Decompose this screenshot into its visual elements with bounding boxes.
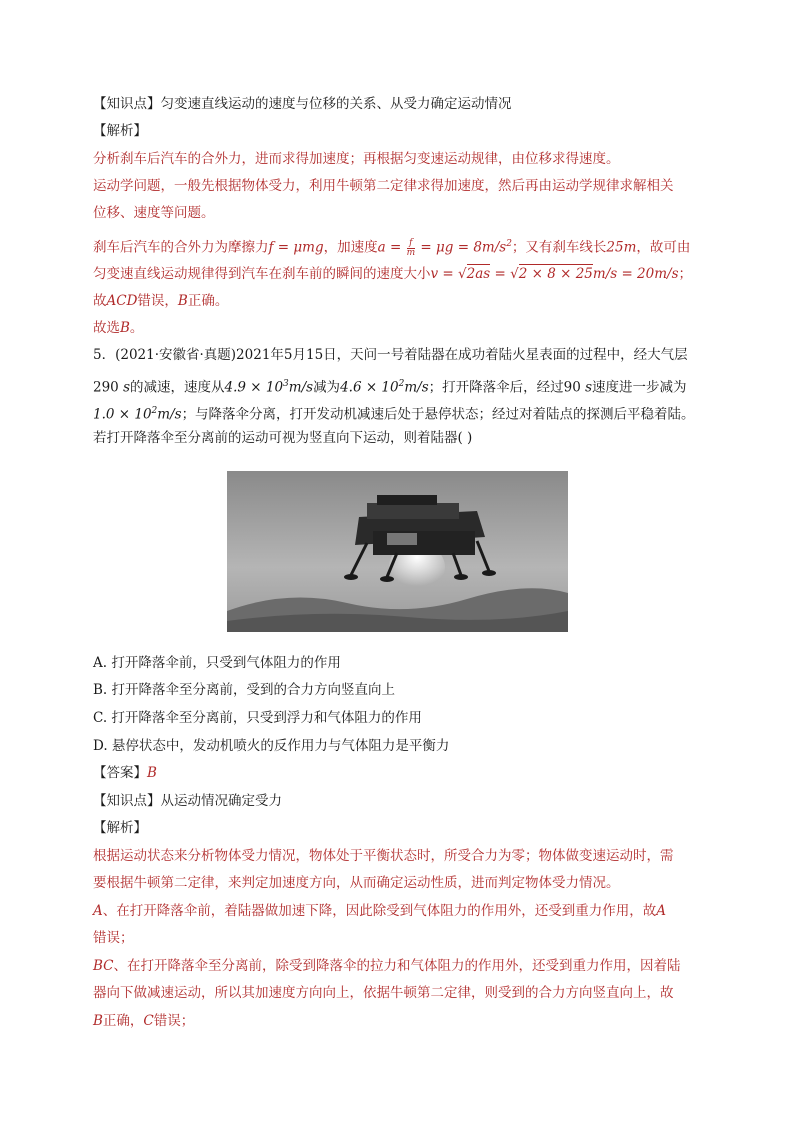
- knowledge-point-tag: 【知识点】: [93, 96, 161, 112]
- accel-formula-a: a =: [377, 239, 406, 256]
- velocity-result: m/s = 20m/s: [592, 266, 679, 282]
- analysis-tag: 【解析】: [93, 123, 147, 139]
- question-5-line-4: 若打开降落伞至分离前的运动可视为竖直向下运动，则着陆器( ): [93, 430, 473, 446]
- superscript: 3: [283, 379, 289, 389]
- text-segment: ，故可由: [636, 239, 691, 256]
- q5-analysis-line-4: 错误；: [93, 930, 134, 946]
- analysis-line-5: [93, 261, 692, 287]
- text-segment: ；: [678, 266, 693, 282]
- sqrt-sign: √: [510, 266, 519, 282]
- text-segment: ；与降落伞分离，打开发动机减速后处于悬停状态；经过对着陆点的探测后平稳着陆。: [181, 406, 695, 423]
- knowledge-point-line: [93, 91, 512, 117]
- fraction-denominator: m: [406, 247, 416, 258]
- option-d: D. 悬停状态中，发动机喷火的反作用力与气体阻力是平衡力: [93, 738, 450, 754]
- unit: m/s: [288, 379, 314, 396]
- text-segment: ；打开降落伞后，经过90: [428, 379, 586, 396]
- fraction: [407, 239, 416, 258]
- sqrt-radicand-2: 2 × 8 × 25: [518, 266, 593, 282]
- unit: m/s: [157, 406, 182, 423]
- value: 4.6 × 10: [340, 379, 399, 396]
- unit: s: [123, 379, 130, 396]
- velocity-symbol: v =: [430, 266, 459, 282]
- text-segment: 、在打开降落伞至分离前，除受到降落伞的拉力和气体阻力的作用外，还受到重力作用，因着陆: [113, 958, 681, 974]
- knowledge-point-line-2: [93, 788, 282, 814]
- answer-line: [93, 760, 157, 786]
- unit: s: [585, 379, 593, 396]
- q5-analysis-line-3: [93, 898, 666, 924]
- text-segment: 错误；: [153, 1013, 195, 1029]
- option-ref: ACD: [106, 293, 138, 309]
- sqrt-radicand-1: 2as: [466, 266, 491, 282]
- q5-analysis-line-7: [93, 1008, 194, 1034]
- analysis-line-3: 位移、速度等问题。: [93, 205, 215, 221]
- text-segment: 正确，: [102, 1013, 144, 1029]
- option-b: B. 打开降落伞至分离前，受到的合力方向竖直向上: [93, 682, 396, 698]
- text-segment: 290: [93, 379, 124, 396]
- question-5-line-1: 5．(2021·安徽省·真题)2021年5月15日，天问一号着陆器在成功着陆火星表面的过程中，经大气层: [93, 347, 688, 363]
- analysis-line-4: [93, 231, 690, 261]
- mars-lander-photo: [227, 471, 568, 632]
- answer-value: B: [147, 765, 157, 781]
- text-segment: ，加速度: [323, 239, 378, 256]
- option-ref: A: [656, 903, 666, 919]
- text-segment: 速度进一步减为: [592, 379, 687, 396]
- analysis-tag: 【解析】: [93, 820, 147, 836]
- text-segment: 正确。: [187, 293, 229, 309]
- superscript: 2: [151, 406, 158, 416]
- text-segment: ；又有刹车线长: [511, 239, 607, 256]
- text-segment: 。: [129, 320, 144, 336]
- lander-illustration: [227, 471, 568, 632]
- option-ref: A: [93, 903, 103, 919]
- question-5-line-2: [93, 371, 687, 401]
- value: 4.9 × 10: [224, 379, 284, 396]
- length-value: 25m: [606, 239, 637, 256]
- option-ref: B: [177, 293, 188, 309]
- unit: m/s: [404, 379, 429, 396]
- analysis-line-2: 运动学问题，一般先根据物体受力，利用牛顿第二定律求得加速度，然后再由运动学规律求解相关: [93, 178, 674, 194]
- sqrt-sign: √: [458, 266, 467, 282]
- option-ref: BC: [93, 958, 114, 974]
- option-ref: B: [93, 1013, 103, 1029]
- q5-analysis-line-6: 器向下做减速运动，所以其加速度方向向上，依据牛顿第二定律，则受到的合力方向竖直向上，故: [93, 985, 674, 1001]
- analysis-heading: [93, 118, 147, 144]
- value: 1.0 × 10: [93, 406, 152, 423]
- text-segment: 故: [93, 293, 107, 309]
- friction-formula: f = μmg: [268, 239, 324, 256]
- question-5-line-3: [93, 398, 695, 428]
- analysis-line-6: [93, 288, 228, 314]
- option-ref: B: [120, 320, 130, 336]
- superscript: 2: [398, 379, 405, 389]
- option-ref: C: [143, 1013, 154, 1029]
- text-segment: 匀变速直线运动规律得到汽车在刹车前的瞬间的速度大小: [93, 266, 431, 282]
- text-segment: 故选: [93, 320, 120, 336]
- knowledge-point-text: 匀变速直线运动的速度与位移的关系、从受力确定运动情况: [160, 96, 512, 112]
- text-segment: 、在打开降落伞前，着陆器做加速下降，因此除受到气体阻力的作用外，还受到重力作用，故: [102, 903, 657, 919]
- q5-analysis-line-1: 根据运动状态来分析物体受力情况，物体处于平衡状态时，所受合力为零；物体做变速运动时，需: [93, 848, 674, 864]
- knowledge-point-tag: 【知识点】: [93, 793, 161, 809]
- answer-tag: 【答案】: [93, 765, 147, 781]
- accel-formula-b: = μg = 8m/s: [416, 239, 507, 256]
- knowledge-point-text: 从运动情况确定受力: [160, 793, 282, 809]
- analysis-heading-2: [93, 815, 147, 841]
- option-c: C. 打开降落伞至分离前，只受到浮力和气体阻力的作用: [93, 710, 422, 726]
- text-segment: 错误，: [137, 293, 178, 309]
- analysis-line-7: [93, 315, 143, 341]
- text-segment: 刹车后汽车的合外力为摩擦力: [93, 239, 269, 256]
- text-segment: 减为: [313, 379, 341, 396]
- fraction-numerator: f: [409, 237, 413, 248]
- superscript: 2: [506, 239, 512, 249]
- text-segment: 的减速，速度从: [130, 379, 225, 396]
- q5-analysis-line-5: [93, 953, 681, 979]
- analysis-line-1: 分析刹车后汽车的合外力，进而求得加速度；再根据匀变速运动规律，由位移求得速度。: [93, 151, 620, 167]
- option-a: A. 打开降落伞前，只受到气体阻力的作用: [93, 655, 341, 671]
- q5-analysis-line-2: 要根据牛顿第二定律，来判定加速度方向，从而确定运动性质，进而判定物体受力情况。: [93, 875, 620, 891]
- equals: =: [490, 266, 511, 282]
